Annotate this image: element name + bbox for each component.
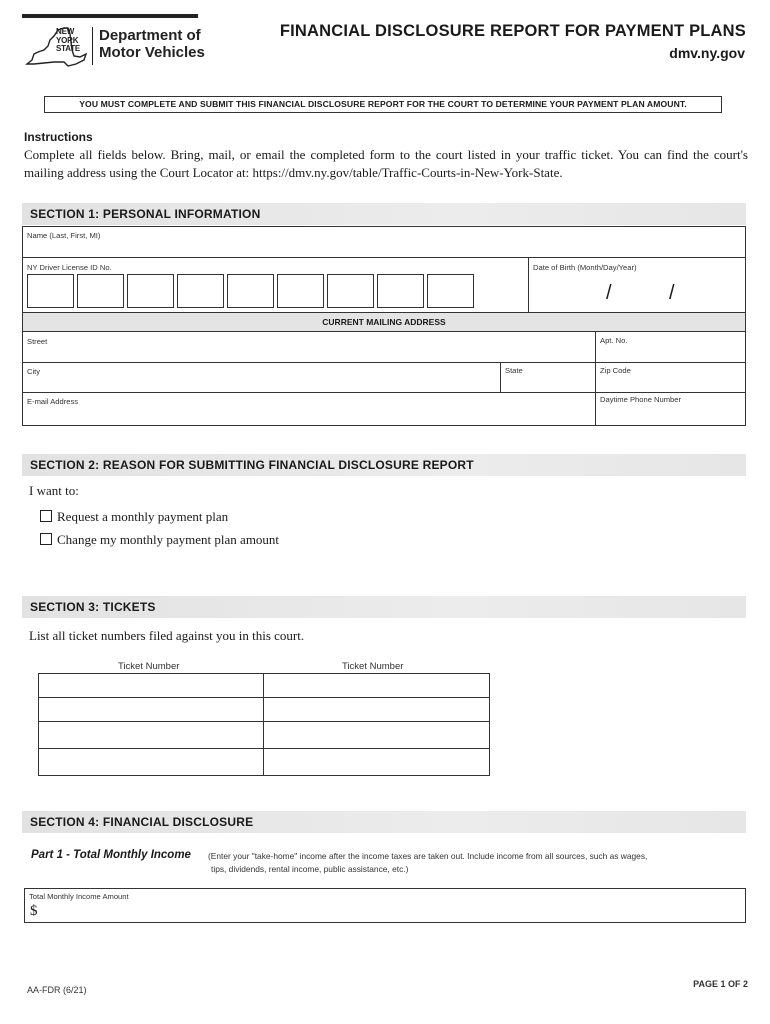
payment-plan-checkbox[interactable] <box>40 510 52 522</box>
license-digit-box[interactable] <box>377 274 424 308</box>
phone-field[interactable] <box>597 406 744 425</box>
option-label: Change my monthly payment plan amount <box>57 532 280 547</box>
ticket-number-input[interactable] <box>264 674 489 696</box>
agency-name-line2: Motor Vehicles <box>99 44 205 61</box>
dob-label: Date of Birth (Month/Day/Year) <box>533 263 637 272</box>
logo-text: NEW YORK STATE <box>56 27 81 53</box>
ticket-number-input[interactable] <box>39 722 262 747</box>
zip-label: Zip Code <box>600 366 631 375</box>
email-field[interactable] <box>23 406 593 425</box>
monthly-income-field[interactable] <box>24 888 746 923</box>
name-label: Name (Last, First, MI) <box>27 231 101 240</box>
divider <box>500 362 501 392</box>
license-label: NY Driver License ID No. <box>27 263 112 272</box>
monthly-income-label: Total Monthly Income Amount <box>29 892 129 901</box>
license-digit-box[interactable] <box>27 274 74 308</box>
license-digit-box[interactable] <box>77 274 124 308</box>
divider <box>22 362 746 363</box>
ny-state-logo <box>24 24 88 68</box>
ticket-number-input[interactable] <box>39 749 262 775</box>
name-field[interactable] <box>23 240 745 257</box>
license-digit-box[interactable] <box>427 274 474 308</box>
phone-label: Daytime Phone Number <box>600 395 682 404</box>
website-label: dmv.ny.gov <box>669 45 745 61</box>
notice-banner: YOU MUST COMPLETE AND SUBMIT THIS FINANCIAL DISCLOSURE REPORT FOR THE COURT TO DETERMINE YOUR PAYMENT PLAN AMOUNT. <box>44 96 722 113</box>
page-number: PAGE 1 OF 2 <box>693 979 748 989</box>
part1-title: Part 1 - Total Monthly Income <box>31 849 191 861</box>
dob-separator: / <box>606 282 612 304</box>
city-field[interactable] <box>23 376 498 391</box>
section4-heading: SECTION 4: FINANCIAL DISCLOSURE <box>22 811 746 833</box>
dob-field[interactable] <box>530 274 744 310</box>
divider <box>22 257 746 258</box>
section3-heading: SECTION 3: TICKETS <box>22 596 746 618</box>
form-id: AA-FDR (6/21) <box>27 985 87 995</box>
license-digit-box[interactable] <box>227 274 274 308</box>
header-rule <box>22 14 198 18</box>
logo-divider <box>92 27 93 65</box>
section2-heading: SECTION 2: REASON FOR SUBMITTING FINANCIAL DISCLOSURE REPORT <box>22 454 746 476</box>
ticket-number-input[interactable] <box>264 749 489 775</box>
divider <box>595 392 596 426</box>
option-label: Request a monthly payment plan <box>57 509 229 524</box>
agency-name-line1: Department of <box>99 27 201 44</box>
divider <box>22 392 746 393</box>
state-label: State <box>505 366 523 375</box>
license-digit-box[interactable] <box>177 274 224 308</box>
section3-prompt: List all ticket numbers filed against you in this court. <box>29 628 305 643</box>
state-field[interactable] <box>502 376 593 391</box>
apt-field[interactable] <box>597 346 744 361</box>
street-label: Street <box>27 337 48 346</box>
section1-heading: SECTION 1: PERSONAL INFORMATION <box>22 203 746 225</box>
license-digit-box[interactable] <box>127 274 174 308</box>
part1-note-line2: tips, dividends, rental income, public assistance, etc.) <box>211 864 409 874</box>
part1-note-line1: (Enter your "take-home" income after the income taxes are taken out. Include income from all sources, such as wages, <box>208 851 648 861</box>
dob-separator: / <box>669 282 675 304</box>
apt-label: Apt. No. <box>600 336 628 345</box>
instructions-text: Complete all fields below. Bring, mail, or email the completed form to the court listed in your traffic ticket. You can find the court's mailing address using the Court Locator at: https://dmv.ny.gov/table/Traffic-Courts-in-New-York-State. <box>24 147 748 180</box>
divider <box>595 332 596 362</box>
ticket-number-input[interactable] <box>264 698 489 720</box>
ticket-column-header: Ticket Number <box>342 661 404 672</box>
ticket-number-input[interactable] <box>39 698 262 720</box>
zip-field[interactable] <box>597 376 744 391</box>
divider <box>528 257 529 312</box>
mailing-address-heading: CURRENT MAILING ADDRESS <box>23 312 745 332</box>
license-digit-box[interactable] <box>327 274 374 308</box>
divider <box>595 362 596 392</box>
ticket-number-input[interactable] <box>264 722 489 747</box>
email-label: E-mail Address <box>27 397 79 406</box>
change-plan-checkbox[interactable] <box>40 533 52 545</box>
currency-symbol: $ <box>30 903 38 919</box>
instructions-heading: Instructions <box>24 130 93 144</box>
city-label: City <box>27 367 41 376</box>
form-title: FINANCIAL DISCLOSURE REPORT FOR PAYMENT PLANS <box>279 22 746 40</box>
ticket-column-header: Ticket Number <box>118 661 180 672</box>
license-digit-box[interactable] <box>277 274 324 308</box>
street-field[interactable] <box>23 346 593 361</box>
ticket-number-input[interactable] <box>39 674 262 696</box>
section2-prompt: I want to: <box>29 483 79 498</box>
